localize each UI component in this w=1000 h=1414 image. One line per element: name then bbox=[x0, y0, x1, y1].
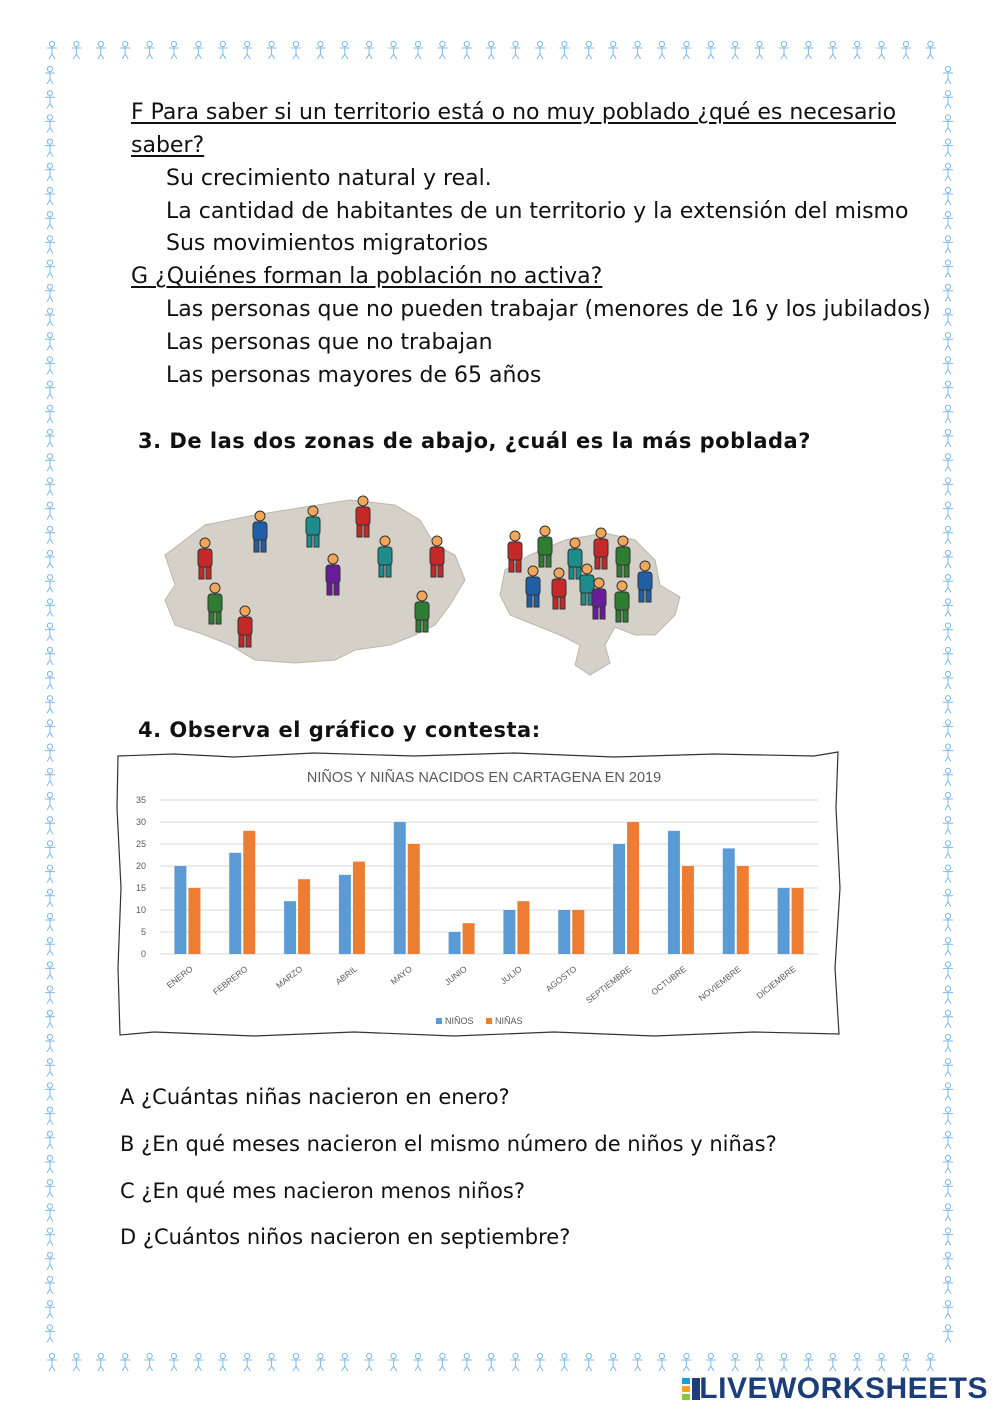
border-figure-icon bbox=[943, 236, 953, 254]
border-figure-icon bbox=[462, 1353, 472, 1371]
option-f-2[interactable]: La cantidad de habitantes de un territorio y la extensión del mismo bbox=[166, 199, 909, 224]
border-figure-icon bbox=[755, 41, 765, 59]
border-figure-icon bbox=[828, 1353, 838, 1371]
x-tick-label: JUNIO bbox=[442, 963, 469, 988]
border-figure-icon bbox=[943, 260, 953, 278]
border-figure-icon bbox=[943, 1301, 953, 1319]
border-figure-icon bbox=[45, 841, 55, 859]
y-tick-label: 30 bbox=[135, 817, 146, 827]
bar-niñas bbox=[353, 862, 365, 954]
border-figure-icon bbox=[45, 308, 55, 326]
border-figure-icon bbox=[943, 115, 953, 133]
border-figure-icon bbox=[584, 1353, 594, 1371]
border-figure-icon bbox=[943, 163, 953, 181]
border-figure-icon bbox=[925, 1353, 935, 1371]
legend-label: NIÑAS bbox=[495, 1016, 523, 1026]
border-figure-icon bbox=[364, 1353, 374, 1371]
border-figure-icon bbox=[943, 744, 953, 762]
border-figure-icon bbox=[47, 1353, 57, 1371]
border-figure-icon bbox=[45, 187, 55, 205]
border-figure-icon bbox=[779, 41, 789, 59]
question-d: D ¿Cuántos niños nacieron en septiembre? bbox=[120, 1225, 571, 1249]
border-figure-icon bbox=[943, 91, 953, 109]
border-figure-icon bbox=[657, 1353, 667, 1371]
border-figure-icon bbox=[45, 599, 55, 617]
border-figure-icon bbox=[943, 575, 953, 593]
y-tick-label: 25 bbox=[135, 839, 146, 849]
section-3-title: De las dos zonas de abajo, ¿cuál es la más poblada? bbox=[169, 429, 811, 453]
border-figure-icon bbox=[943, 139, 953, 157]
y-tick-label: 20 bbox=[135, 861, 146, 871]
border-figure-icon bbox=[45, 429, 55, 447]
border-figure-icon bbox=[943, 889, 953, 907]
border-figure-icon bbox=[535, 1353, 545, 1371]
border-figure-icon bbox=[45, 284, 55, 302]
x-tick-label: ABRIL bbox=[333, 963, 360, 987]
border-figure-icon bbox=[943, 1155, 953, 1173]
border-figure-icon bbox=[486, 1353, 496, 1371]
border-figure-icon bbox=[681, 1353, 691, 1371]
border-figure-icon bbox=[45, 1107, 55, 1125]
border-figure-icon bbox=[96, 41, 106, 59]
border-figure-icon bbox=[45, 405, 55, 423]
border-figure-icon bbox=[96, 1353, 106, 1371]
x-tick-label: MARZO bbox=[273, 963, 305, 991]
border-figure-icon bbox=[45, 139, 55, 157]
border-figure-icon bbox=[535, 41, 545, 59]
border-figure-icon bbox=[943, 1180, 953, 1198]
border-figure-icon bbox=[779, 1353, 789, 1371]
border-figure-icon bbox=[943, 841, 953, 859]
x-tick-label: AGOSTO bbox=[543, 963, 579, 994]
border-figure-icon bbox=[901, 41, 911, 59]
border-figure-icon bbox=[218, 1353, 228, 1371]
border-figure-icon bbox=[45, 1252, 55, 1270]
border-figure-icon bbox=[45, 647, 55, 665]
border-figure-icon bbox=[413, 1353, 423, 1371]
bar-niñas bbox=[188, 888, 200, 954]
border-figure-icon bbox=[943, 938, 953, 956]
bar-niños bbox=[229, 853, 241, 954]
border-figure-icon bbox=[145, 41, 155, 59]
border-figure-icon bbox=[45, 1034, 55, 1052]
border-figure-icon bbox=[45, 623, 55, 641]
border-figure-icon bbox=[943, 429, 953, 447]
border-figure-icon bbox=[45, 986, 55, 1004]
border-figure-icon bbox=[633, 41, 643, 59]
border-figure-icon bbox=[45, 768, 55, 786]
x-tick-label: FEBRERO bbox=[210, 963, 250, 997]
border-figure-icon bbox=[943, 913, 953, 931]
border-figure-icon bbox=[45, 357, 55, 375]
border-figure-icon bbox=[730, 41, 740, 59]
border-figure-icon bbox=[45, 938, 55, 956]
border-figure-icon bbox=[943, 696, 953, 714]
border-figure-icon bbox=[45, 913, 55, 931]
section-4-number: 4. bbox=[138, 718, 162, 742]
border-figure-icon bbox=[943, 865, 953, 883]
legend-swatch bbox=[486, 1018, 492, 1024]
border-figure-icon bbox=[943, 478, 953, 496]
border-figure-icon bbox=[803, 41, 813, 59]
border-figure-icon bbox=[45, 865, 55, 883]
bar-niñas bbox=[463, 923, 475, 954]
border-figure-icon bbox=[943, 1276, 953, 1294]
border-figure-icon bbox=[45, 1180, 55, 1198]
border-figure-icon bbox=[169, 1353, 179, 1371]
border-figure-icon bbox=[45, 502, 55, 520]
border-figure-icon bbox=[511, 41, 521, 59]
border-figure-icon bbox=[45, 1325, 55, 1343]
border-figure-icon bbox=[559, 1353, 569, 1371]
border-figure-icon bbox=[943, 333, 953, 351]
border-figure-icon bbox=[730, 1353, 740, 1371]
border-figure-icon bbox=[315, 1353, 325, 1371]
legend-swatch bbox=[436, 1018, 442, 1024]
liveworksheets-logo-icon bbox=[682, 1378, 700, 1400]
border-figure-icon bbox=[943, 962, 953, 980]
border-figure-icon bbox=[852, 1353, 862, 1371]
border-figure-icon bbox=[291, 1353, 301, 1371]
border-figure-icon bbox=[943, 768, 953, 786]
border-figure-icon bbox=[943, 647, 953, 665]
x-tick-label: ENERO bbox=[164, 963, 195, 991]
bar-niños bbox=[449, 932, 461, 954]
border-figure-icon bbox=[45, 1204, 55, 1222]
border-figure-icon bbox=[193, 1353, 203, 1371]
y-tick-label: 0 bbox=[140, 949, 146, 959]
bar-niñas bbox=[792, 888, 804, 954]
border-figure-icon bbox=[943, 187, 953, 205]
border-figure-icon bbox=[45, 889, 55, 907]
border-figure-icon bbox=[45, 696, 55, 714]
x-tick-label: OCTUBRE bbox=[649, 963, 689, 998]
border-figure-icon bbox=[45, 792, 55, 810]
x-tick-label: NOVIEMBRE bbox=[696, 963, 743, 1003]
border-figure-icon bbox=[340, 1353, 350, 1371]
border-figure-icon bbox=[755, 1353, 765, 1371]
border-figure-icon bbox=[943, 1252, 953, 1270]
border-figure-icon bbox=[120, 41, 130, 59]
section-3-heading bbox=[138, 429, 811, 453]
question-f-line2: saber? bbox=[131, 133, 205, 158]
border-figure-icon bbox=[45, 817, 55, 835]
option-f-1[interactable]: Su crecimiento natural y real. bbox=[166, 166, 492, 191]
border-figure-icon bbox=[45, 1083, 55, 1101]
x-tick-label: SEPTIEMBRE bbox=[583, 963, 634, 1006]
option-g-3[interactable]: Las personas mayores de 65 años bbox=[166, 363, 542, 388]
y-tick-label: 15 bbox=[135, 883, 146, 893]
border-figure-icon bbox=[657, 41, 667, 59]
question-f-line1: F Para saber si un territorio está o no muy poblado ¿qué es necesario bbox=[131, 100, 897, 125]
border-figure-icon bbox=[47, 41, 57, 59]
border-figure-icon bbox=[943, 454, 953, 472]
y-tick-label: 10 bbox=[135, 905, 146, 915]
border-figure-icon bbox=[45, 454, 55, 472]
border-figure-icon bbox=[45, 671, 55, 689]
bar-niños bbox=[284, 901, 296, 954]
border-figure-icon bbox=[437, 41, 447, 59]
border-figure-icon bbox=[45, 1276, 55, 1294]
border-figure-icon bbox=[45, 744, 55, 762]
border-figure-icon bbox=[389, 41, 399, 59]
liveworksheets-brand[interactable]: LIVEWORKSHEETS bbox=[699, 1372, 988, 1405]
bar-niñas bbox=[408, 844, 420, 954]
border-figure-icon bbox=[45, 260, 55, 278]
border-figure-icon bbox=[943, 1228, 953, 1246]
border-figure-icon bbox=[943, 1059, 953, 1077]
bar-niñas bbox=[298, 879, 310, 954]
border-figure-icon bbox=[45, 478, 55, 496]
bar-niños bbox=[503, 910, 515, 954]
border-figure-icon bbox=[943, 1204, 953, 1222]
bar-niños bbox=[558, 910, 570, 954]
border-figure-icon bbox=[389, 1353, 399, 1371]
border-figure-icon bbox=[943, 381, 953, 399]
y-tick-label: 5 bbox=[140, 927, 146, 937]
y-tick-label: 35 bbox=[135, 795, 146, 805]
population-maps-illustration bbox=[135, 485, 695, 685]
bar-chart bbox=[114, 748, 842, 1040]
border-figure-icon bbox=[608, 41, 618, 59]
border-figure-icon bbox=[71, 41, 81, 59]
bar-niñas bbox=[572, 910, 584, 954]
border-figure-icon bbox=[559, 41, 569, 59]
border-figure-icon bbox=[943, 526, 953, 544]
border-figure-icon bbox=[45, 1301, 55, 1319]
border-figure-icon bbox=[943, 671, 953, 689]
bar-niños bbox=[778, 888, 790, 954]
question-g: G ¿Quiénes forman la población no activa? bbox=[131, 264, 603, 289]
border-figure-icon bbox=[901, 1353, 911, 1371]
bar-niños bbox=[174, 866, 186, 954]
x-tick-label: JULIO bbox=[498, 963, 524, 987]
bar-niños bbox=[723, 848, 735, 954]
border-figure-icon bbox=[218, 41, 228, 59]
border-figure-icon bbox=[706, 1353, 716, 1371]
border-figure-icon bbox=[943, 720, 953, 738]
border-figure-icon bbox=[877, 41, 887, 59]
border-figure-icon bbox=[511, 1353, 521, 1371]
question-b: B ¿En qué meses nacieron el mismo número de niños y niñas? bbox=[120, 1132, 777, 1156]
border-figure-icon bbox=[681, 41, 691, 59]
border-figure-icon bbox=[45, 212, 55, 230]
question-c: C ¿En qué mes nacieron menos niños? bbox=[120, 1179, 525, 1203]
border-figure-icon bbox=[45, 550, 55, 568]
bar-niños bbox=[394, 822, 406, 954]
border-figure-icon bbox=[45, 1131, 55, 1149]
border-figure-icon bbox=[340, 41, 350, 59]
bar-niñas bbox=[737, 866, 749, 954]
chart-title: NIÑOS Y NIÑAS NACIDOS EN CARTAGENA EN 2019 bbox=[306, 770, 662, 786]
border-figure-icon bbox=[943, 986, 953, 1004]
border-figure-icon bbox=[608, 1353, 618, 1371]
option-f-3[interactable]: Sus movimientos migratorios bbox=[166, 231, 489, 256]
x-tick-label: DICIEMBRE bbox=[754, 963, 798, 1001]
border-figure-icon bbox=[45, 720, 55, 738]
border-figure-icon bbox=[71, 1353, 81, 1371]
border-figure-icon bbox=[413, 41, 423, 59]
border-figure-icon bbox=[943, 599, 953, 617]
border-figure-icon bbox=[462, 41, 472, 59]
legend-label: NIÑOS bbox=[445, 1016, 474, 1026]
border-figure-icon bbox=[45, 163, 55, 181]
border-figure-icon bbox=[437, 1353, 447, 1371]
border-figure-icon bbox=[242, 1353, 252, 1371]
border-figure-icon bbox=[267, 41, 277, 59]
border-figure-icon bbox=[45, 1228, 55, 1246]
option-g-1[interactable]: Las personas que no pueden trabajar (menores de 16 y los jubilados) bbox=[166, 297, 931, 322]
border-figure-icon bbox=[943, 405, 953, 423]
border-figure-icon bbox=[45, 1059, 55, 1077]
option-g-2[interactable]: Las personas que no trabajan bbox=[166, 330, 493, 355]
border-figure-icon bbox=[45, 66, 55, 84]
bar-niños bbox=[668, 831, 680, 954]
border-figure-icon bbox=[803, 1353, 813, 1371]
border-figure-icon bbox=[45, 91, 55, 109]
border-figure-icon bbox=[45, 1010, 55, 1028]
bar-niñas bbox=[243, 831, 255, 954]
bar-niñas bbox=[682, 866, 694, 954]
border-figure-icon bbox=[169, 41, 179, 59]
border-figure-icon bbox=[45, 236, 55, 254]
border-figure-icon bbox=[943, 66, 953, 84]
border-figure-icon bbox=[943, 792, 953, 810]
section-4-title: Observa el gráfico y contesta: bbox=[169, 718, 541, 742]
section-4-heading bbox=[138, 718, 541, 742]
border-figure-icon bbox=[45, 333, 55, 351]
border-figure-icon bbox=[943, 1325, 953, 1343]
x-tick-label: MAYO bbox=[388, 963, 414, 987]
section-3-number: 3. bbox=[138, 429, 162, 453]
border-figure-icon bbox=[291, 41, 301, 59]
bar-niños bbox=[339, 875, 351, 954]
border-figure-icon bbox=[943, 357, 953, 375]
border-figure-icon bbox=[943, 212, 953, 230]
border-figure-icon bbox=[943, 1034, 953, 1052]
border-figure-icon bbox=[45, 381, 55, 399]
border-figure-icon bbox=[706, 41, 716, 59]
bar-niñas bbox=[627, 822, 639, 954]
border-figure-icon bbox=[145, 1353, 155, 1371]
border-figure-icon bbox=[45, 575, 55, 593]
border-figure-icon bbox=[364, 41, 374, 59]
border-figure-icon bbox=[120, 1353, 130, 1371]
border-figure-icon bbox=[943, 284, 953, 302]
border-figure-icon bbox=[943, 308, 953, 326]
border-figure-icon bbox=[828, 41, 838, 59]
bar-niños bbox=[613, 844, 625, 954]
border-figure-icon bbox=[45, 115, 55, 133]
border-figure-icon bbox=[943, 817, 953, 835]
border-figure-icon bbox=[943, 1107, 953, 1125]
border-figure-icon bbox=[242, 41, 252, 59]
border-figure-icon bbox=[633, 1353, 643, 1371]
bar-niñas bbox=[517, 901, 529, 954]
border-figure-icon bbox=[943, 1131, 953, 1149]
border-figure-icon bbox=[943, 623, 953, 641]
border-figure-icon bbox=[943, 502, 953, 520]
border-figure-icon bbox=[45, 1155, 55, 1173]
border-figure-icon bbox=[267, 1353, 277, 1371]
border-figure-icon bbox=[45, 526, 55, 544]
border-figure-icon bbox=[943, 550, 953, 568]
border-figure-icon bbox=[315, 41, 325, 59]
border-figure-icon bbox=[943, 1010, 953, 1028]
border-figure-icon bbox=[45, 962, 55, 980]
question-a: A ¿Cuántas niñas nacieron en enero? bbox=[120, 1085, 510, 1109]
border-figure-icon bbox=[943, 1083, 953, 1101]
border-figure-icon bbox=[852, 41, 862, 59]
border-figure-icon bbox=[925, 41, 935, 59]
border-figure-icon bbox=[486, 41, 496, 59]
border-figure-icon bbox=[877, 1353, 887, 1371]
border-figure-icon bbox=[584, 41, 594, 59]
border-figure-icon bbox=[193, 41, 203, 59]
